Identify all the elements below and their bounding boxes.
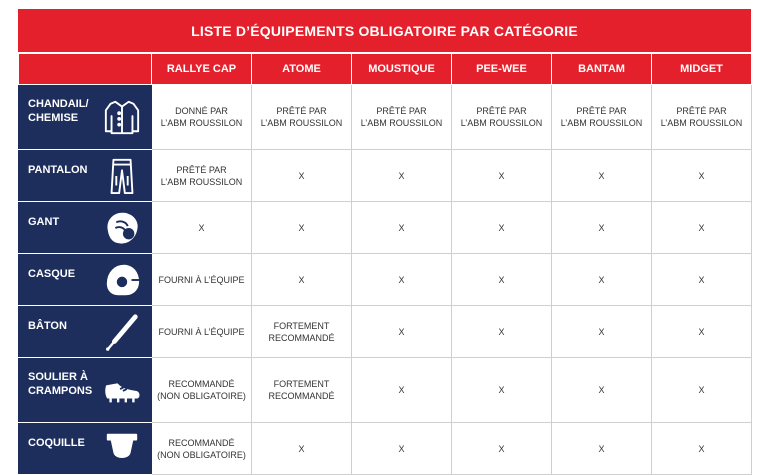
table-cell: PRÊTÉ PAR L’ABM ROUSSILON bbox=[552, 85, 652, 150]
table-cell: X bbox=[552, 306, 652, 358]
column-header: BANTAM bbox=[552, 54, 652, 85]
table-cell: X bbox=[652, 358, 752, 423]
table-row bbox=[19, 85, 752, 150]
category-label: BÂTON bbox=[28, 319, 67, 332]
cup-icon bbox=[103, 429, 141, 469]
table-cell: X bbox=[552, 358, 652, 423]
table-cell: X bbox=[452, 202, 552, 254]
category-label: CASQUE bbox=[28, 267, 76, 280]
table-cell: X bbox=[652, 254, 752, 306]
table-row bbox=[19, 306, 752, 358]
table-cell: X bbox=[652, 202, 752, 254]
table-cell: X bbox=[652, 423, 752, 475]
column-header: ATOME bbox=[252, 54, 352, 85]
category-cell bbox=[19, 423, 152, 475]
helmet-icon bbox=[103, 260, 141, 300]
table-cell: FORTEMENT RECOMMANDÉ bbox=[252, 306, 352, 358]
category-cell bbox=[19, 202, 152, 254]
table-cell: RECOMMANDÉ (NON OBLIGATOIRE) bbox=[152, 423, 252, 475]
table-cell: X bbox=[252, 423, 352, 475]
table-cell: PRÊTÉ PAR L’ABM ROUSSILON bbox=[352, 85, 452, 150]
table-cell: X bbox=[452, 150, 552, 202]
column-header: PEE-WEE bbox=[452, 54, 552, 85]
table-cell: X bbox=[552, 423, 652, 475]
table-cell: DONNÉ PAR L’ABM ROUSSILON bbox=[152, 85, 252, 150]
table-cell: X bbox=[552, 150, 652, 202]
category-cell bbox=[19, 358, 152, 423]
table-cell: PRÊTÉ PAR L’ABM ROUSSILON bbox=[452, 85, 552, 150]
table-cell: X bbox=[452, 423, 552, 475]
table-cell: PRÊTÉ PAR L’ABM ROUSSILON bbox=[652, 85, 752, 150]
category-cell bbox=[19, 254, 152, 306]
category-cell bbox=[19, 150, 152, 202]
column-header: MIDGET bbox=[652, 54, 752, 85]
category-label: SOULIER À CRAMPONS bbox=[28, 371, 93, 397]
table-cell: X bbox=[252, 150, 352, 202]
category-label: GANT bbox=[28, 215, 60, 228]
category-label: COQUILLE bbox=[28, 436, 85, 449]
table-row bbox=[19, 358, 752, 423]
table-cell: RECOMMANDÉ (NON OBLIGATOIRE) bbox=[152, 358, 252, 423]
table-cell: X bbox=[252, 254, 352, 306]
cleats-icon bbox=[103, 370, 141, 410]
table-cell: X bbox=[352, 254, 452, 306]
table-cell: X bbox=[352, 202, 452, 254]
category-cell bbox=[19, 306, 152, 358]
category-cell bbox=[19, 85, 152, 150]
glove-icon bbox=[103, 208, 141, 248]
category-label: PANTALON bbox=[28, 163, 88, 176]
table-cell: X bbox=[452, 254, 552, 306]
jersey-icon bbox=[103, 97, 141, 137]
table-cell: X bbox=[452, 306, 552, 358]
table-cell: FOURNI À L’ÉQUIPE bbox=[152, 306, 252, 358]
table-cell: X bbox=[152, 202, 252, 254]
table-cell: X bbox=[652, 150, 752, 202]
pants-icon bbox=[103, 156, 141, 196]
column-header: RALLYE CAP bbox=[152, 54, 252, 85]
table-cell: X bbox=[352, 150, 452, 202]
table-cell: X bbox=[352, 358, 452, 423]
table-cell: FORTEMENT RECOMMANDÉ bbox=[252, 358, 352, 423]
table-cell: X bbox=[552, 254, 652, 306]
table-cell: X bbox=[352, 306, 452, 358]
table-cell: FOURNI À L’ÉQUIPE bbox=[152, 254, 252, 306]
category-label: CHANDAIL/ CHEMISE bbox=[28, 98, 89, 124]
table-cell: X bbox=[652, 306, 752, 358]
equipment-table-container bbox=[18, 9, 751, 475]
column-header: MOUSTIQUE bbox=[352, 54, 452, 85]
table-row bbox=[19, 254, 752, 306]
equipment-table bbox=[18, 53, 752, 475]
table-title: LISTE D’ÉQUIPEMENTS OBLIGATOIRE PAR CATÉGORIE bbox=[18, 9, 751, 53]
table-cell: X bbox=[552, 202, 652, 254]
table-row bbox=[19, 202, 752, 254]
table-cell: X bbox=[452, 358, 552, 423]
table-cell: X bbox=[252, 202, 352, 254]
header-row bbox=[19, 54, 752, 85]
table-cell: PRÊTÉ PAR L’ABM ROUSSILON bbox=[252, 85, 352, 150]
table-cell: X bbox=[352, 423, 452, 475]
table-row bbox=[19, 423, 752, 475]
table-cell: PRÊTÉ PAR L’ABM ROUSSILON bbox=[152, 150, 252, 202]
header-corner bbox=[19, 54, 152, 85]
table-row bbox=[19, 150, 752, 202]
bat-icon bbox=[103, 312, 141, 352]
